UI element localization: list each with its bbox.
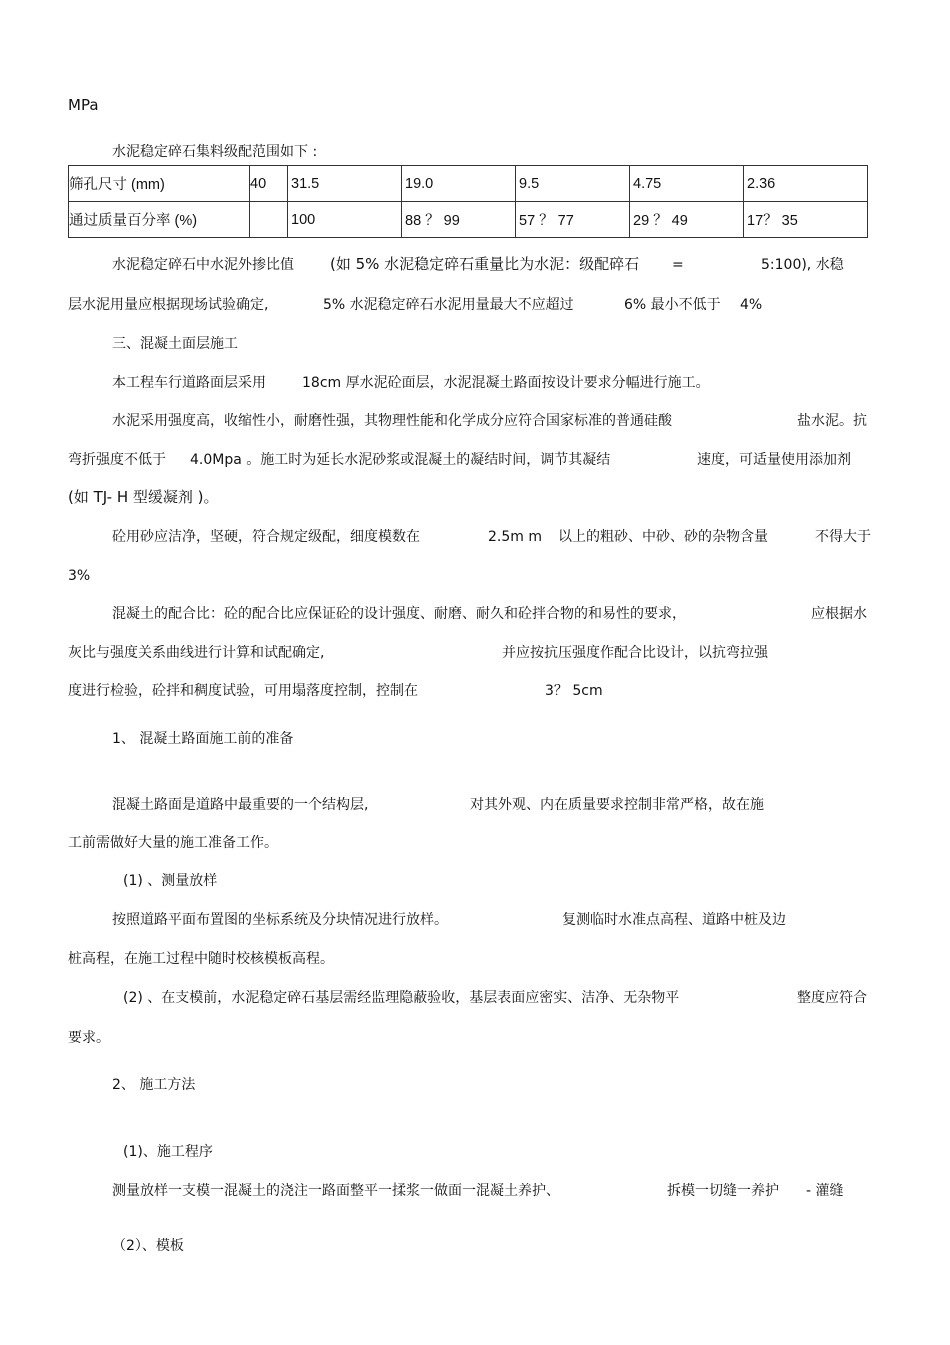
table-cell: 100	[288, 202, 402, 238]
paragraph-text: 对其外观、内在质量要求控制非常严格，故在施	[470, 797, 764, 813]
paragraph-text: 工前需做好大量的施工准备工作。	[68, 835, 278, 851]
table-cell: 40	[250, 166, 288, 202]
table-cell: 88 ？ 99	[402, 202, 516, 238]
subheading: (1) 、测量放样	[123, 873, 218, 889]
table-row	[69, 166, 868, 202]
paragraph-text: 6% 最小不低于	[624, 297, 721, 313]
section-heading: 1、 混凝土路面施工前的准备	[112, 731, 294, 747]
table-cell: 19.0	[402, 166, 516, 202]
paragraph-text: 3？ 5cm	[545, 683, 603, 699]
paragraph-text: 复测临时水准点高程、道路中桩及边	[562, 912, 786, 928]
table-cell	[250, 202, 288, 238]
paragraph-text: =	[672, 257, 684, 273]
paragraph-text: 测量放样一支模一混凝土的浇注一路面整平一揉浆一做面一混凝土养护、	[112, 1183, 560, 1199]
paragraph-text: 混凝土路面是道路中最重要的一个结构层,	[112, 797, 369, 813]
subheading: （2）、模板	[112, 1238, 184, 1254]
paragraph-text: 弯折强度不低于	[68, 452, 166, 468]
paragraph-text: 层水泥用量应根据现场试验确定,	[68, 297, 269, 313]
paragraph-text: 砼用砂应洁净，坚硬，符合规定级配，细度模数在	[112, 529, 420, 545]
paragraph-text: (2) 、在支模前，水泥稳定碎石基层需经监理隐蔽验收，基层表面应密实、洁净、无杂物平	[123, 990, 680, 1006]
unit-text: MPa	[68, 96, 99, 114]
paragraph-text: 按照道路平面布置图的坐标系统及分块情况进行放样。	[112, 912, 448, 928]
subheading: (1)、施工程序	[123, 1144, 213, 1160]
paragraph-text: 18cm 厚水泥砼面层，水泥混凝土路面按设计要求分幅进行施工。	[302, 375, 710, 391]
paragraph-text: 5% 水泥稳定碎石水泥用量最大不应超过	[323, 297, 574, 313]
section-heading: 2、 施工方法	[112, 1077, 196, 1093]
paragraph-text: 不得大于	[815, 529, 871, 545]
table-cell: 57 ？ 77	[516, 202, 630, 238]
table-cell: 9.5	[516, 166, 630, 202]
paragraph-text: 要求。	[68, 1030, 110, 1046]
paragraph-text: 整度应符合	[797, 990, 867, 1006]
paragraph-text: 水泥稳定碎石中水泥外掺比值	[112, 257, 294, 273]
paragraph-text: 本工程车行道路面层采用	[112, 375, 266, 391]
table-intro: 水泥稳定碎石集料级配范围如下 :	[112, 144, 318, 160]
paragraph-text: 4.0Mpa 。施工时为延长水泥砂浆或混凝土的凝结时间，调节其凝结	[190, 452, 611, 468]
paragraph-text: 以上的粗砂、中砂、砂的杂物含量	[558, 529, 768, 545]
paragraph-text: (如 5% 水泥稳定碎石重量比为水泥：级配碎石	[330, 255, 640, 273]
paragraph-text: 灰比与强度关系曲线进行计算和试配确定,	[68, 645, 325, 661]
paragraph-text: 水泥采用强度高，收缩性小，耐磨性强，其物理性能和化学成分应符合国家标准的普通硅酸	[112, 413, 672, 429]
table-cell: 31.5	[288, 166, 402, 202]
table-cell: 17？ 35	[744, 202, 868, 238]
paragraph-text: 盐水泥。抗	[797, 413, 867, 429]
section-heading: 三、混凝土面层施工	[112, 336, 238, 352]
table-cell: 筛孔尺寸 (mm)	[69, 166, 250, 202]
paragraph-text: 速度，可适量使用添加剂	[697, 452, 851, 468]
table-row	[69, 202, 868, 238]
paragraph-text: 3%	[68, 568, 91, 584]
paragraph-text: (如 TJ- H 型缓凝剂 )。	[68, 488, 219, 506]
table-cell: 4.75	[630, 166, 744, 202]
table-cell: 通过质量百分率 (%)	[69, 202, 250, 238]
grading-table	[68, 165, 868, 238]
paragraph-text: 5:100), 水稳	[761, 257, 844, 273]
paragraph-text: 2.5m m	[488, 529, 542, 545]
table-cell: 29 ？ 49	[630, 202, 744, 238]
paragraph-text: 并应按抗压强度作配合比设计，以抗弯拉强	[502, 645, 768, 661]
table-cell: 2.36	[744, 166, 868, 202]
paragraph-text: 应根据水	[811, 606, 867, 622]
paragraph-text: 拆模一切缝一养护	[667, 1183, 779, 1199]
paragraph-text: 混凝土的配合比：砼的配合比应保证砼的设计强度、耐磨、耐久和砼拌合物的和易性的要求，	[112, 606, 686, 622]
paragraph-text: - 灌缝	[806, 1183, 844, 1199]
paragraph-text: 桩高程，在施工过程中随时校核模板高程。	[68, 951, 334, 967]
paragraph-text: 度进行检验，砼拌和稠度试验，可用塌落度控制，控制在	[68, 683, 418, 699]
paragraph-text: 4%	[740, 297, 763, 313]
